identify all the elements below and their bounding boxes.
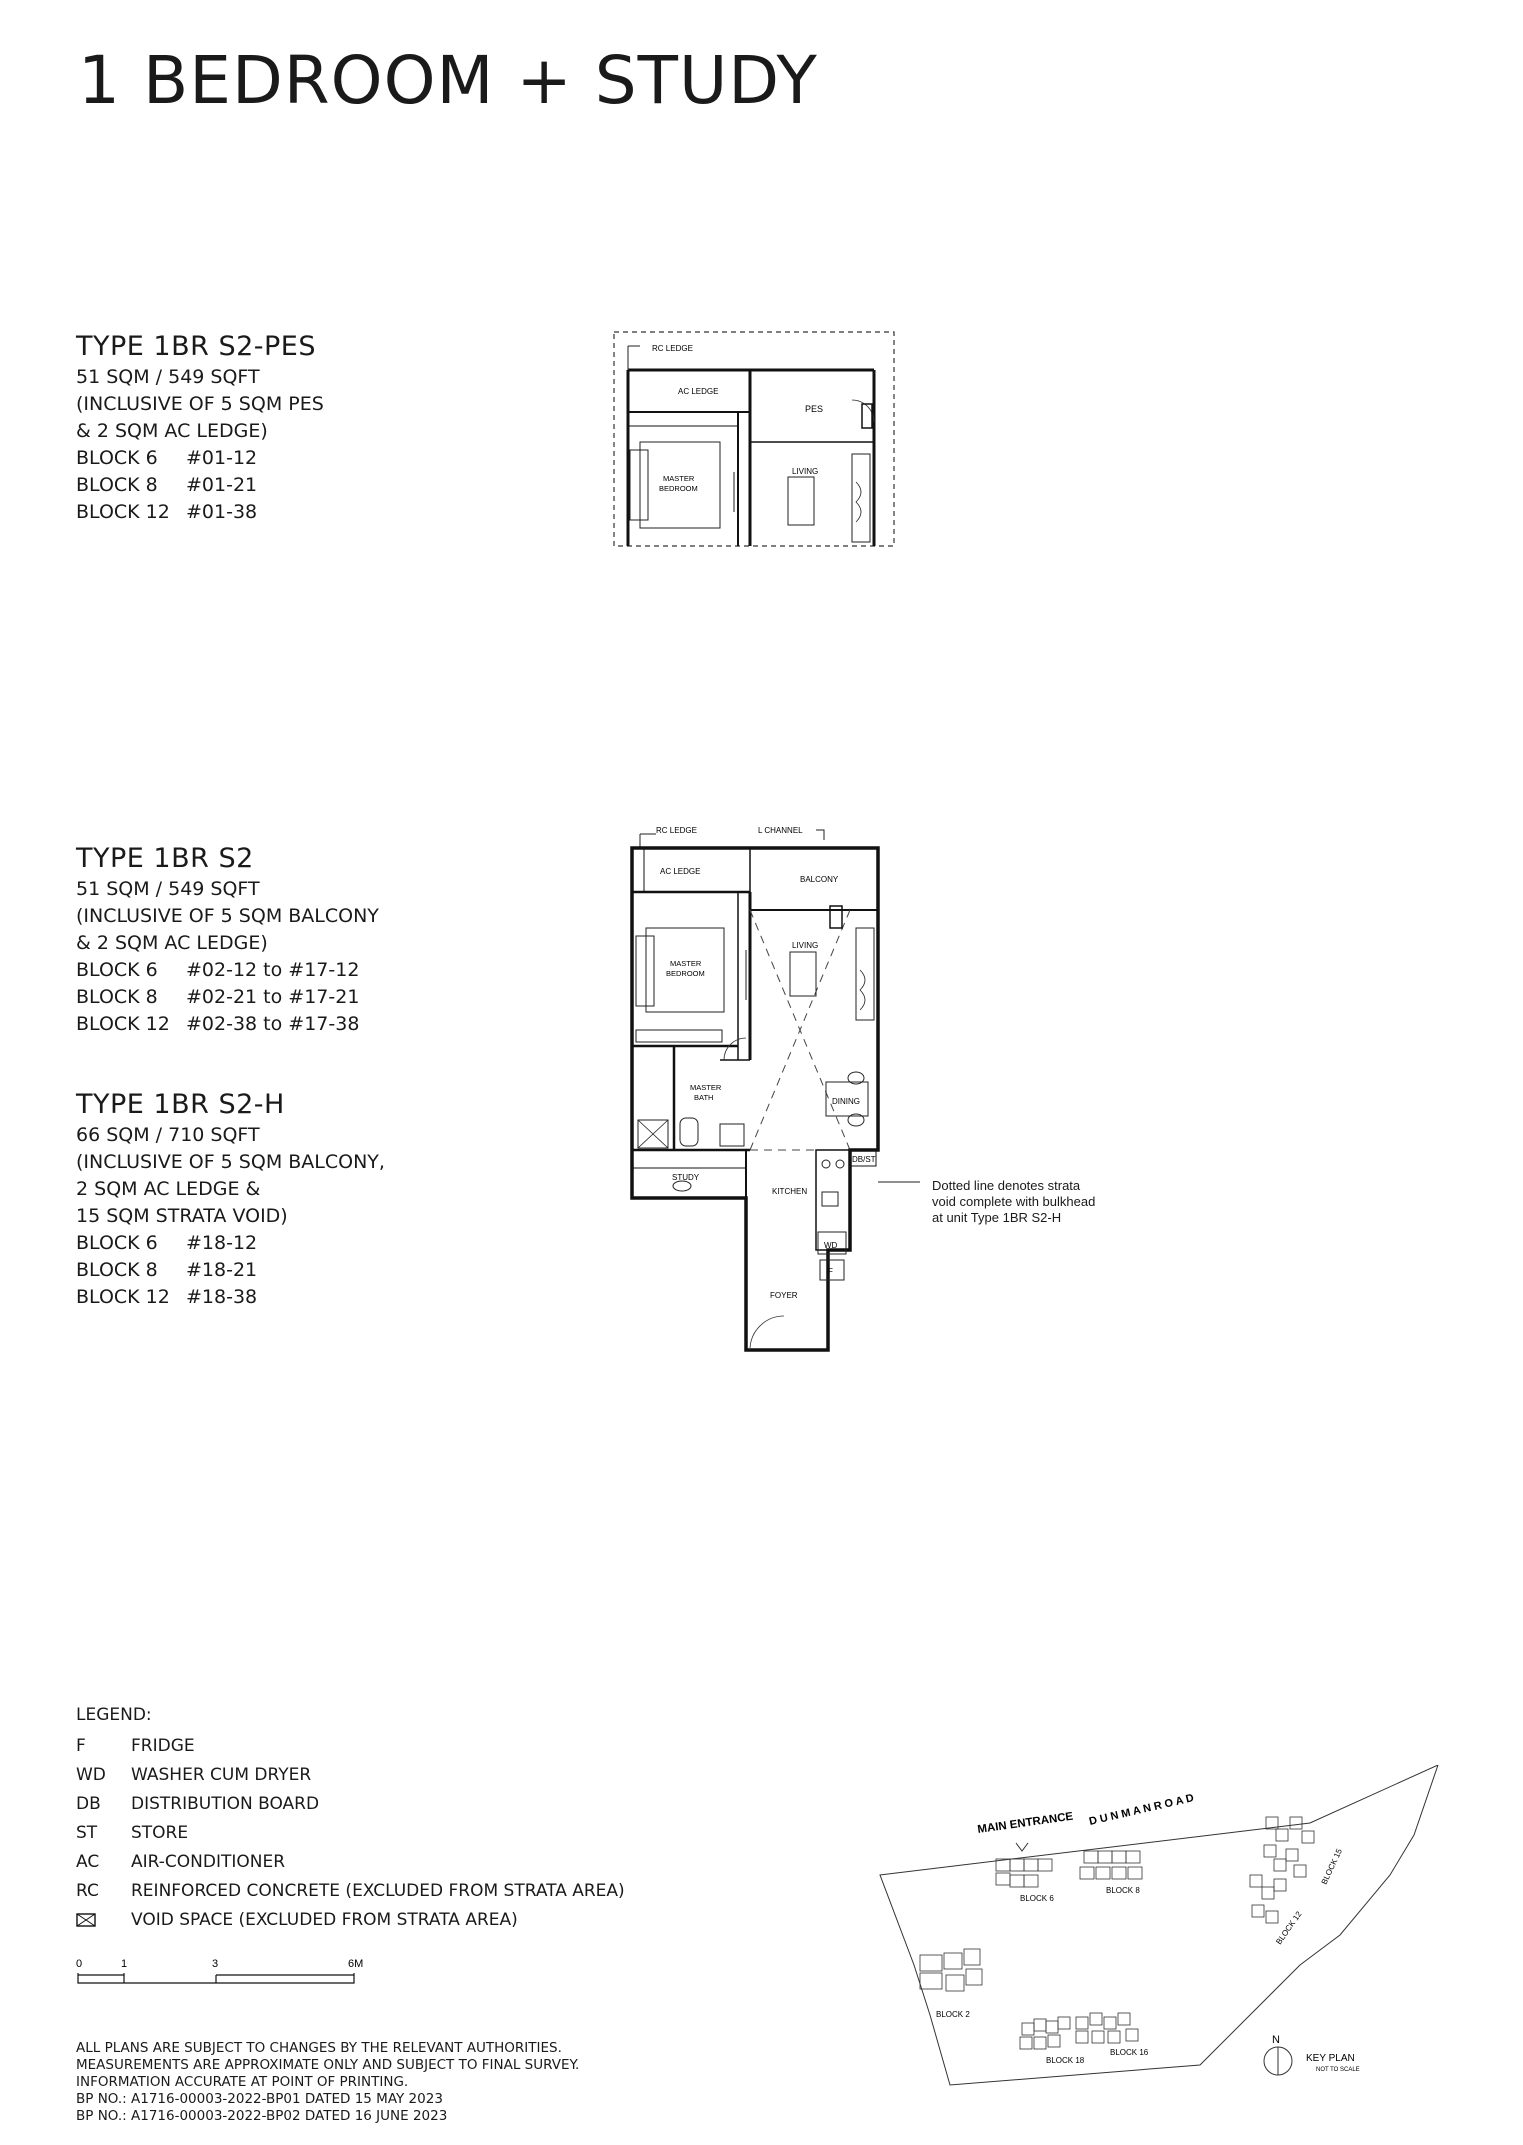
block-8-footprint [1080,1851,1142,1879]
block-name: BLOCK 6 [76,447,158,469]
key-plan [870,1765,1450,2095]
block-name: BLOCK 8 [76,474,158,496]
plan-label: WD [824,1241,838,1250]
legend-row [76,1761,625,1790]
block-6-footprint [996,1859,1052,1887]
plan-label: AC LEDGE [678,387,719,396]
legend-code: RC [76,1881,99,1901]
plan-label: DINING [832,1097,860,1106]
block-name: BLOCK 8 [76,1259,158,1281]
unit-area: 51 SQM / 549 SQFT [76,366,260,388]
plan-label: RC LEDGE [656,826,697,835]
block-name: BLOCK 6 [76,1232,158,1254]
disclaimer-line: BP NO.: A1716-00003-2022-BP02 DATED 16 JUNE 2023 [76,2108,448,2124]
plan-label: BEDROOM [666,969,705,978]
plan-label: F [828,1267,833,1276]
block-name: BLOCK 12 [76,501,170,523]
block-label: BLOCK 18 [1046,2056,1085,2065]
basin-icon [720,1124,744,1146]
block-units: #02-12 to #17-12 [186,959,360,981]
disclaimer [76,2040,579,2125]
block-row [76,984,379,1011]
plan-label: BEDROOM [659,484,698,493]
plan-label: PES [805,404,824,414]
unit-info-s2-pes [76,330,324,526]
sofa-icon [856,928,874,1020]
legend-label: AIR-CONDITIONER [131,1852,286,1872]
plan-label: LIVING [792,467,819,476]
void-space-icon [76,1913,96,1927]
disclaimer-line: BP NO.: A1716-00003-2022-BP01 DATED 15 MAY 2023 [76,2091,443,2107]
scale-tick-label: 6M [348,1958,364,1970]
plan-label: KITCHEN [772,1187,808,1196]
block-2-footprint [920,1949,982,1991]
wardrobe-icon [636,1030,722,1042]
legend-code: ST [76,1823,98,1843]
main-entrance-label: MAIN ENTRANCE [976,1810,1074,1836]
block-name: BLOCK 8 [76,986,158,1008]
toilet-icon [680,1118,698,1146]
plan-label: MASTER [670,959,702,968]
key-plan-label: KEY PLAN [1306,2053,1355,2064]
door-swing-icon [724,1038,746,1060]
block-row [76,1011,379,1038]
legend-heading: LEGEND: [76,1705,152,1725]
legend-label: DISTRIBUTION BOARD [131,1794,320,1814]
north-label: N [1272,2034,1280,2046]
block-units: #01-12 [186,447,258,469]
annotation-line: Dotted line denotes strata [932,1178,1081,1193]
unit-note: (INCLUSIVE OF 5 SQM BALCONY, [76,1151,385,1173]
plan-label: AC LEDGE [660,867,701,876]
plan-label: BALCONY [800,875,839,884]
disclaimer-line: MEASUREMENTS ARE APPROXIMATE ONLY AND SUBJECT TO FINAL SURVEY. [76,2057,580,2073]
block-row [76,1230,385,1257]
block-name: BLOCK 12 [76,1013,170,1035]
floor-plan-s2 [620,820,920,1356]
block-name: BLOCK 12 [76,1286,170,1308]
legend-row [76,1877,625,1906]
plan-label: FOYER [770,1291,798,1300]
plan-label: MASTER [690,1083,722,1092]
block-label: BLOCK 15 [1319,1847,1344,1886]
annotation-line: at unit Type 1BR S2-H [932,1210,1062,1225]
sink-icon [822,1192,838,1206]
floor-plan-pes [600,322,910,552]
unit-note: 2 SQM AC LEDGE & [76,1178,261,1200]
unit-note: & 2 SQM AC LEDGE) [76,932,268,954]
plan-label: MASTER [663,474,695,483]
unit-type-title: TYPE 1BR S2-H [76,1089,285,1120]
plan-label: LIVING [792,941,819,950]
plan-label: STUDY [672,1173,700,1182]
scale-bar [72,1955,372,1999]
unit-type-title: TYPE 1BR S2 [76,843,254,874]
scale-tick-label: 0 [76,1958,83,1970]
plan-label: DB/ST [852,1155,876,1164]
table-icon [788,477,814,525]
block-row [76,957,379,984]
block-units: #18-12 [186,1232,258,1254]
block-row [76,499,324,526]
door-swing-icon [750,1316,784,1350]
kitchen-counter [816,1150,850,1250]
stove-icon [822,1160,830,1168]
block-12-15-footprint [1250,1817,1314,1923]
legend-row [76,1790,625,1819]
plan-label: L CHANNEL [758,826,803,835]
page-title: 1 BEDROOM + STUDY [78,42,818,119]
block-label: BLOCK 12 [1274,1909,1304,1947]
table-icon [790,952,816,996]
not-to-scale-label: NOT TO SCALE [1316,2067,1360,2073]
block-label: BLOCK 8 [1106,1886,1140,1895]
plan-label: BATH [694,1093,714,1102]
legend-label: REINFORCED CONCRETE (EXCLUDED FROM STRATA AREA) [131,1881,625,1901]
block-label: BLOCK 2 [936,2010,970,2019]
legend-row [76,1819,625,1848]
unit-note: 15 SQM STRATA VOID) [76,1205,288,1227]
legend-code [76,1906,131,1935]
block-units: #18-21 [186,1259,258,1281]
block-units: #01-38 [186,501,258,523]
block-units: #02-21 to #17-21 [186,986,360,1008]
legend-code: F [76,1736,86,1756]
site-boundary [880,1765,1438,2085]
unit-area: 66 SQM / 710 SQFT [76,1124,260,1146]
unit-note: & 2 SQM AC LEDGE) [76,420,268,442]
unit-note: (INCLUSIVE OF 5 SQM BALCONY [76,905,379,927]
scale-tick-label: 1 [121,1958,128,1970]
legend-code: DB [76,1794,101,1814]
block-units: #02-38 to #17-38 [186,1013,360,1035]
entrance-arrow-icon [1016,1843,1028,1851]
disclaimer-line: ALL PLANS ARE SUBJECT TO CHANGES BY THE RELEVANT AUTHORITIES. [76,2040,562,2056]
unit-area: 51 SQM / 549 SQFT [76,878,260,900]
sofa-icon [852,454,870,542]
road-label: D U N M A N R O A D [1087,1792,1196,1828]
block-name: BLOCK 6 [76,959,158,981]
legend-code: AC [76,1852,100,1872]
legend-code: WD [76,1765,106,1785]
block-row [76,1284,385,1311]
unit-type-title: TYPE 1BR S2-PES [76,331,316,362]
legend-label: VOID SPACE (EXCLUDED FROM STRATA AREA) [131,1910,518,1930]
chair-icon [673,1181,691,1191]
block-row [76,445,324,472]
block-16-18-footprint [1020,2013,1138,2049]
annotation-line: void complete with bulkhead [932,1194,1096,1209]
legend-label: STORE [131,1823,189,1843]
unit-info-s2 [76,842,379,1038]
unit-note: (INCLUSIVE OF 5 SQM PES [76,393,324,415]
legend-label: WASHER CUM DRYER [131,1765,312,1785]
block-row [76,1257,385,1284]
legend-row [76,1848,625,1877]
unit-info-s2-h [76,1088,385,1311]
block-row [76,472,324,499]
legend-label: FRIDGE [131,1736,195,1756]
scale-tick-label: 3 [212,1958,219,1970]
block-units: #18-38 [186,1286,258,1308]
block-label: BLOCK 6 [1020,1894,1054,1903]
plan-label: RC LEDGE [652,344,693,353]
legend-row [76,1732,625,1761]
strata-void-annotation [932,1178,1095,1226]
block-units: #01-21 [186,474,258,496]
legend-row [76,1906,625,1935]
disclaimer-line: INFORMATION ACCURATE AT POINT OF PRINTING. [76,2074,409,2090]
legend [76,1700,625,1935]
block-label: BLOCK 16 [1110,2048,1149,2057]
